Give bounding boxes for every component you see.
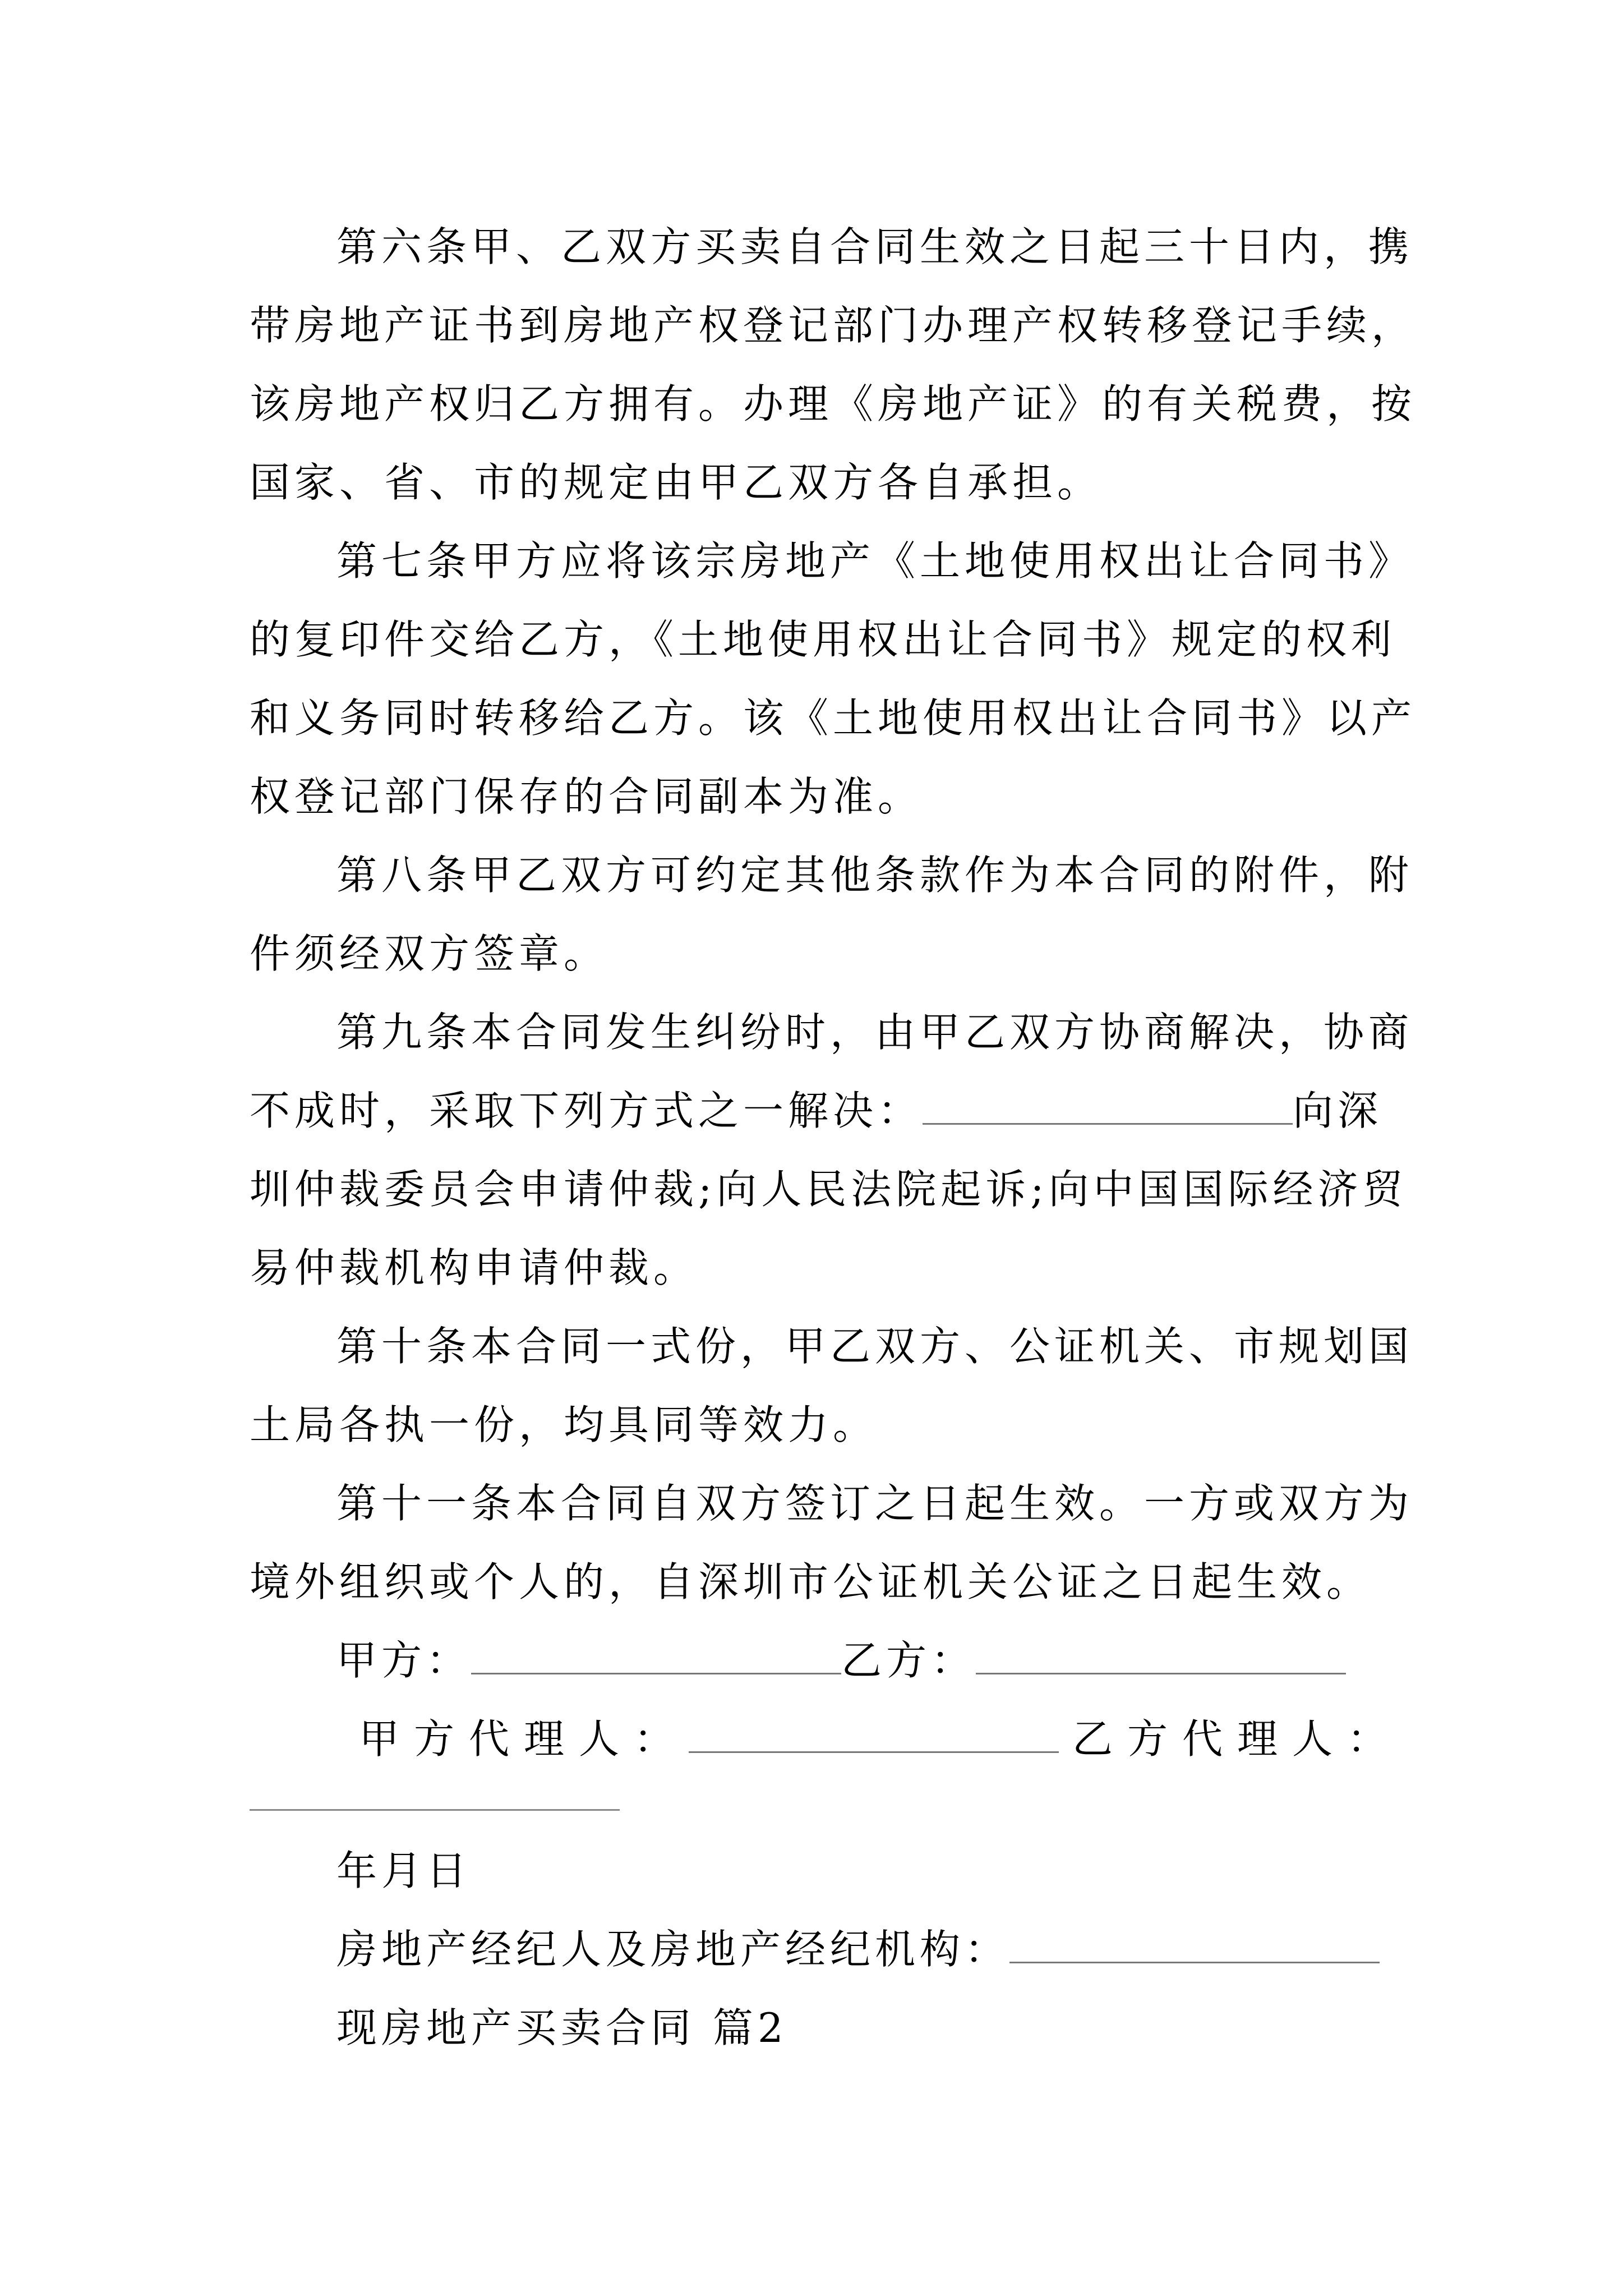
agent-a-label: 甲方代理人： xyxy=(359,1715,689,1763)
paragraph-line: 易仲裁机构申请仲裁。 xyxy=(250,1244,699,1291)
paragraph-line: 圳仲裁委员会申请仲裁;向人民法院起诉;向中国国际经济贸 xyxy=(250,1166,1408,1213)
broker-blank[interactable] xyxy=(1009,1928,1380,1963)
paragraph-line: 第十条本合同一式份，甲乙双方、公证机关、市规划国 xyxy=(336,1323,1414,1370)
paragraph-line: 权登记部门保存的合同副本为准。 xyxy=(250,773,923,820)
line-text: 不成时，采取下列方式之一解决： xyxy=(250,1087,923,1134)
agent-signature-line xyxy=(359,1700,1403,1778)
paragraph-line: 和义务同时转移给乙方。该《土地使用权出让合同书》以产 xyxy=(250,694,1417,742)
paragraph-line: 第七条甲方应将该宗房地产《土地使用权出让合同书》 xyxy=(336,537,1414,585)
paragraph-line: 第九条本合同发生纠纷时，由甲乙双方协商解决，协商 xyxy=(336,1009,1414,1056)
paragraph-line: 土局各执一份，均具同等效力。 xyxy=(250,1401,878,1448)
paragraph-line: 带房地产证书到房地产权登记部门办理产权转移登记手续， xyxy=(250,302,1417,349)
broker-line xyxy=(336,1910,1388,1989)
paragraph-line: 第八条甲乙双方可约定其他条款作为本合同的附件，附 xyxy=(336,852,1414,899)
paragraph-line: 第六条甲、乙双方买卖自合同生效之日起三十日内，携 xyxy=(336,223,1414,270)
party-b-blank[interactable] xyxy=(976,1639,1346,1674)
paragraph-line-with-blank xyxy=(250,1071,1388,1150)
broker-label: 房地产经纪人及房地产经纪机构： xyxy=(336,1926,1010,1973)
dispute-method-blank[interactable] xyxy=(923,1089,1293,1125)
paragraph-line: 第十一条本合同自双方签订之日起生效。一方或双方为 xyxy=(336,1480,1414,1527)
agent-b-blank[interactable] xyxy=(250,1809,620,1811)
party-a-label: 甲方： xyxy=(336,1637,472,1684)
party-b-label: 乙方： xyxy=(841,1637,976,1684)
line-text: 向深 xyxy=(1293,1087,1383,1134)
party-signature-line xyxy=(336,1621,1388,1700)
paragraph-line: 国家、省、市的规定由甲乙双方各自承担。 xyxy=(250,459,1103,506)
agent-b-label: 乙方代理人： xyxy=(1072,1715,1403,1763)
agent-a-blank[interactable] xyxy=(689,1718,1059,1753)
date-line: 年月日 xyxy=(336,1847,472,1894)
paragraph-line: 境外组织或个人的，自深圳市公证机关公证之日起生效。 xyxy=(250,1558,1372,1605)
paragraph-line: 件须经双方签章。 xyxy=(250,930,609,977)
party-a-blank[interactable] xyxy=(471,1639,841,1674)
paragraph-line: 该房地产权归乙方拥有。办理《房地产证》的有关税费，按 xyxy=(250,380,1417,427)
paragraph-line: 的复印件交给乙方，《土地使用权出让合同书》规定的权利 xyxy=(250,616,1396,663)
next-section-title: 现房地产买卖合同 篇2 xyxy=(336,2004,788,2051)
